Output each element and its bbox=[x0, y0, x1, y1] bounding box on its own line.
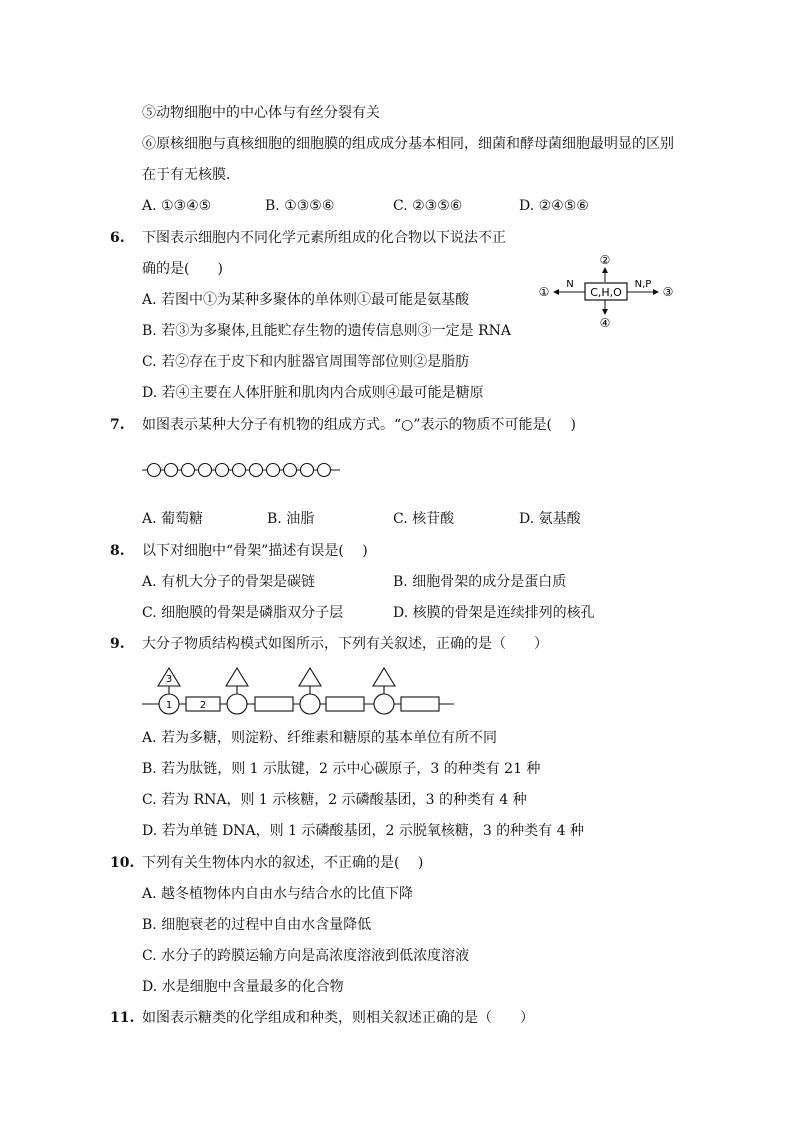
option-c: C. 核苷酸 bbox=[393, 511, 455, 527]
label-2: 2 bbox=[199, 700, 207, 711]
question-stem: 如图表示某种大分子有机物的组成方式。“○”表示的物质不可能是( ) bbox=[142, 417, 576, 433]
unit-circle bbox=[300, 694, 320, 714]
monomer-circle bbox=[318, 464, 331, 477]
option-d: D. 核膜的骨架是连续排列的核孔 bbox=[393, 605, 595, 621]
option-c: C. 若为 RNA，则 1 示核糖，2 示磷酸基团，3 的种类有 4 种 bbox=[142, 792, 527, 808]
question-number: 6. bbox=[110, 230, 125, 246]
option-a: A. ①③④⑤ bbox=[142, 198, 212, 214]
monomer-circle bbox=[301, 464, 314, 477]
question-number: 8. bbox=[110, 543, 125, 559]
base-triangle bbox=[226, 668, 248, 686]
element-label-n: N bbox=[566, 279, 574, 290]
monomer-circle bbox=[165, 464, 178, 477]
option-c: C. 细胞膜的骨架是磷脂双分子层 bbox=[142, 605, 344, 621]
unit-circle bbox=[374, 694, 394, 714]
question-stem: 确的是( ) bbox=[142, 261, 223, 277]
option-a: A. 若为多糖，则淀粉、纤维素和糖原的基本单位有所不同 bbox=[142, 730, 498, 746]
marker-2: ② bbox=[599, 253, 611, 267]
question-stem: 如图表示糖类的化学组成和种类，则相关叙述正确的是（ ） bbox=[142, 1010, 534, 1026]
option-b: B. 细胞骨架的成分是蛋白质 bbox=[393, 574, 567, 590]
unit-circle bbox=[227, 694, 247, 714]
option-b: B. ①③⑤⑥ bbox=[265, 198, 335, 214]
option-b: B. 油脂 bbox=[267, 511, 315, 527]
base-triangle bbox=[373, 668, 395, 686]
monomer-circle bbox=[182, 464, 195, 477]
option-d: D. 若为单链 DNA，则 1 示磷酸基团，2 示脱氧核糖，3 的种类有 4 种 bbox=[142, 823, 584, 839]
element-compound-diagram bbox=[530, 250, 690, 332]
question-stem: 以下对细胞中“骨架”描述有误是( ) bbox=[142, 543, 368, 559]
monomer-circle bbox=[250, 464, 263, 477]
option-a: A. 若图中①为某种多聚体的单体则①最可能是氨基酸 bbox=[142, 292, 470, 308]
unit-rect bbox=[401, 697, 439, 711]
monomer-circle bbox=[148, 464, 161, 477]
question-number: 10. bbox=[110, 855, 135, 871]
option-d: D. 氨基酸 bbox=[519, 511, 581, 527]
question-number: 11. bbox=[110, 1010, 135, 1026]
option-c: C. ②③⑤⑥ bbox=[393, 198, 463, 214]
option-b: B. 若为肽链，则 1 示肽键，2 示中心碳原子，3 的种类有 21 种 bbox=[142, 761, 541, 777]
base-triangle bbox=[299, 668, 321, 686]
option-a: A. 越冬植物体内自由水与结合水的比值下降 bbox=[142, 886, 414, 902]
option-d: D. 水是细胞中含量最多的化合物 bbox=[142, 979, 344, 995]
question-stem: 下图表示细胞内不同化学元素所组成的化合物以下说法不正 bbox=[142, 230, 506, 246]
monomer-circle bbox=[216, 464, 229, 477]
element-label-np: N,P bbox=[634, 279, 652, 290]
question-stem: 下列有关生物体内水的叙述，不正确的是( ) bbox=[142, 855, 424, 871]
option-a: A. 有机大分子的骨架是碳链 bbox=[142, 574, 316, 590]
option-d: D. ②④⑤⑥ bbox=[519, 198, 589, 214]
label-3: 3 bbox=[165, 674, 173, 685]
element-box-label: C,H,O bbox=[590, 286, 622, 299]
statement-6-line-1: ⑥原核细胞与真核细胞的细胞膜的组成成分基本相同，细菌和酵母菌细胞最明显的区别 bbox=[142, 136, 674, 152]
monomer-circle bbox=[199, 464, 212, 477]
monomer-circle bbox=[233, 464, 246, 477]
macromolecule-structure-diagram bbox=[142, 664, 462, 720]
option-d: D. 若④主要在人体肝脏和肌肉内合成则④最可能是糖原 bbox=[142, 385, 484, 401]
marker-4: ④ bbox=[599, 316, 611, 330]
unit-rect bbox=[326, 697, 364, 711]
monomer-chain-diagram bbox=[142, 460, 342, 480]
question-stem: 大分子物质结构模式如图所示，下列有关叙述，正确的是（ ） bbox=[142, 636, 548, 652]
unit-rect bbox=[255, 697, 293, 711]
option-b: B. 细胞衰老的过程中自由水含量降低 bbox=[142, 917, 372, 933]
option-a: A. 葡萄糖 bbox=[142, 511, 204, 527]
statement-6-line-2: 在于有无核膜． bbox=[142, 167, 240, 183]
option-c: C. 若②存在于皮下和内脏器官周围等部位则②是脂肪 bbox=[142, 354, 470, 370]
marker-3: ③ bbox=[662, 285, 674, 299]
question-number: 7. bbox=[110, 417, 125, 433]
statement-5: ⑤动物细胞中的中心体与有丝分裂有关 bbox=[142, 105, 380, 121]
option-c: C. 水分子的跨膜运输方向是高浓度溶液到低浓度溶液 bbox=[142, 948, 470, 964]
marker-1: ① bbox=[538, 285, 550, 299]
option-b: B. 若③为多聚体,且能贮存生物的遗传信息则③一定是 RNA bbox=[142, 323, 511, 339]
question-number: 9. bbox=[110, 636, 125, 652]
monomer-circle bbox=[284, 464, 297, 477]
label-1: 1 bbox=[165, 700, 173, 711]
monomer-circle bbox=[267, 464, 280, 477]
